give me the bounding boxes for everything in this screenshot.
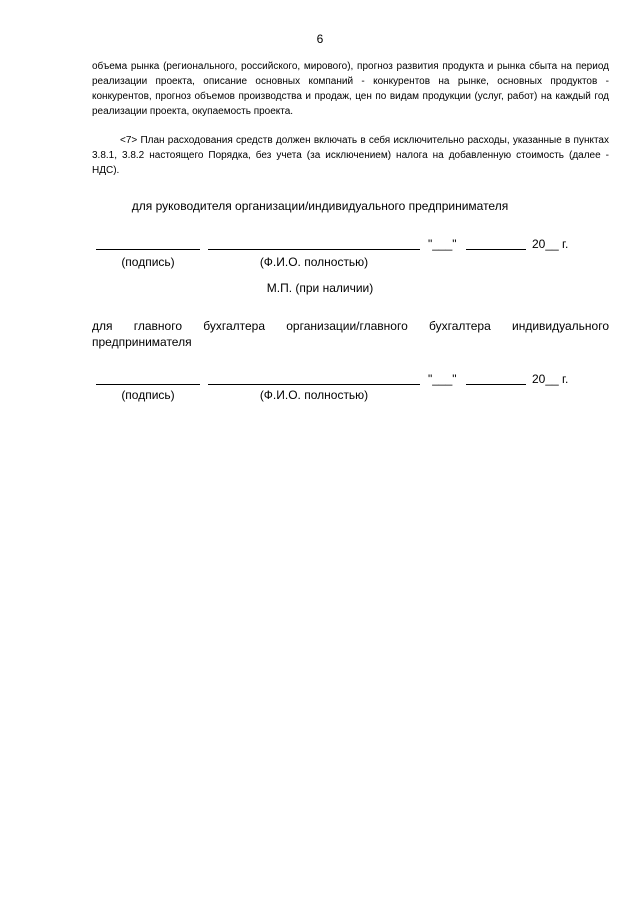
accountant-name-line [208,384,420,385]
accountant-date-quote: "___" [428,372,457,386]
head-date-year: 20__ г. [532,237,569,251]
head-month-line [466,249,526,250]
head-signature-caption: (подпись) [121,255,175,269]
accountant-signature-line [96,384,200,385]
paragraph-market: объема рынка (регионального, российского, мирового), прогноз развития продукта и рынка сбыта на период реализации проекта, описание основных компаний - конкурентов на рынке, основных продуктов - конкурентов, прогноз объемов производства и продаж, цен по видам продукции (услуг, работ) на каждый год реализации проекта, окупаемость проекта. [92,61,609,117]
stamp-note: М.П. (при наличии) [266,281,374,295]
head-name-line [208,249,420,250]
accountant-month-line [466,384,526,385]
page-number: 6 [316,32,324,46]
accountant-date-year: 20__ г. [532,372,569,386]
head-signature-title: для руководителя организации/индивидуального предпринимателя [131,199,509,213]
accountant-name-caption: (Ф.И.О. полностью) [259,388,369,402]
head-date-quote: "___" [428,237,457,251]
accountant-signature-caption: (подпись) [121,388,175,402]
accountant-signature-title: для главного бухгалтера организации/главного бухгалтера индивидуального предпринимателя [92,319,609,349]
head-name-caption: (Ф.И.О. полностью) [259,255,369,269]
paragraph-footnote-7: <7> План расходования средств должен включать в себя исключительно расходы, указанные в пунктах 3.8.1, 3.8.2 настоящего Порядка, без учета (за исключением) налога на добавленную стоимость (далее - НДС). [92,135,609,176]
head-signature-line [96,249,200,250]
